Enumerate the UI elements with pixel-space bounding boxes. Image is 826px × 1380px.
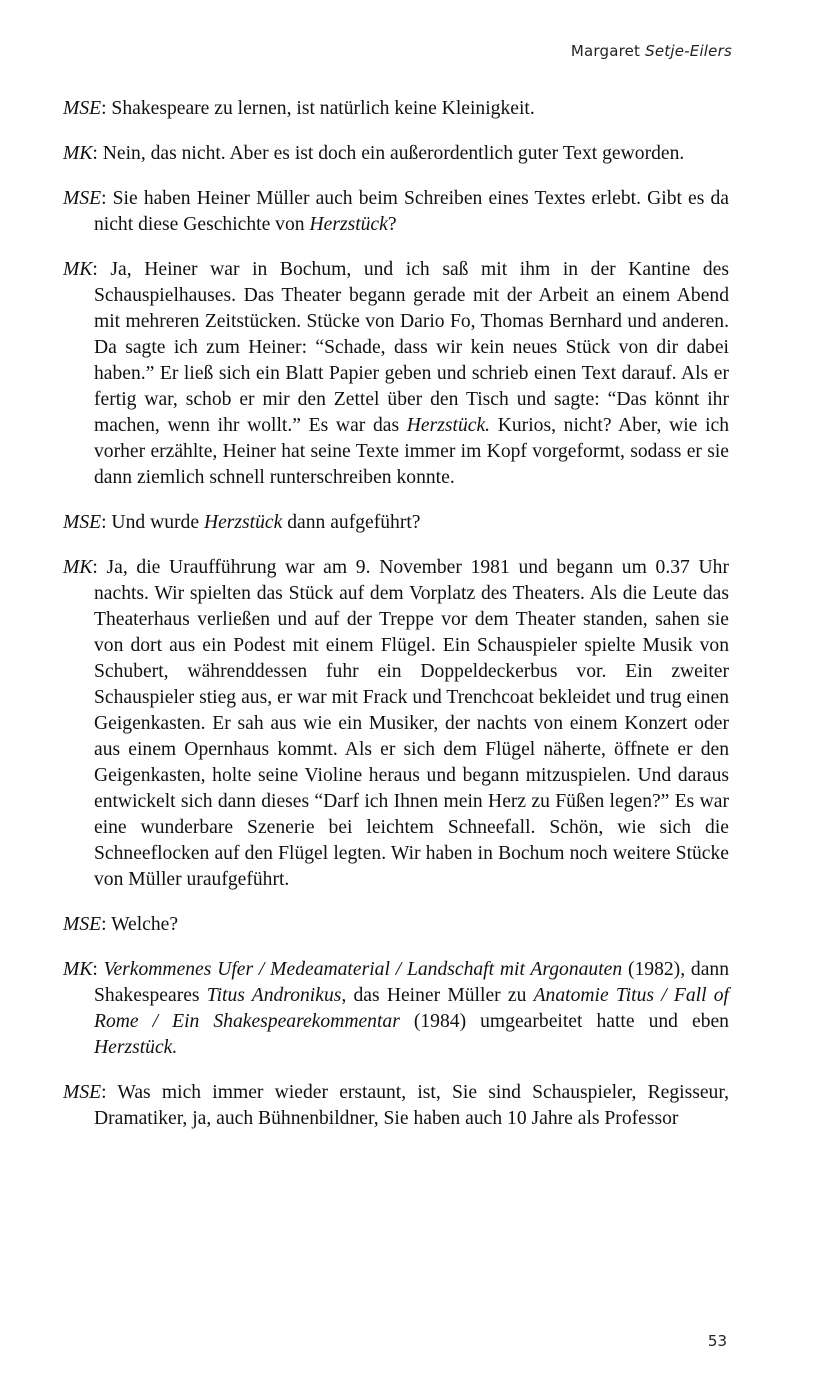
paragraph-text: : Sie haben Heiner Müller auch beim Schreiben eines Textes erlebt. Gibt es da nicht diese Geschichte von bbox=[94, 188, 729, 235]
interview-paragraph bbox=[63, 912, 729, 938]
italic-title: Herzstück. bbox=[406, 415, 491, 436]
paragraph-text: (1982), dann Shakespeares bbox=[94, 959, 730, 1006]
author-last-name: Setje-Eilers bbox=[645, 42, 732, 60]
paragraph-text: : Welche? bbox=[101, 914, 179, 935]
italic-title: Verkommenes Ufer / Medeamaterial / Landschaft mit Argonauten bbox=[103, 959, 623, 980]
speaker-label: MSE bbox=[63, 98, 102, 119]
page-number: 53 bbox=[707, 1332, 727, 1350]
italic-title: Herzstück. bbox=[94, 1037, 178, 1058]
interview-body bbox=[63, 96, 729, 1151]
author-first-name: Margaret bbox=[570, 42, 641, 60]
paragraph-text: : Ja, Heiner war in Bochum, und ich saß mit ihm in der Kantine des Schauspielhauses. Das Theater begann gerade mit der Arbeit an einem Abend mit mehreren Zeitstücken. Stücke von Dario Fo, Thomas Bernhard und anderen. Da sagte ich zum Heiner: “Schade, dass wir kein neues Stück von dir dabei haben.” Er ließ sich ein Blatt Papier geben und schrieb einen Text darauf. Als er fertig war, schob er mir den Zettel über den Tisch und sagte: “Das könnt ihr machen, wenn ihr wollt.” Es war das bbox=[92, 259, 729, 436]
paragraph-text: dann aufgeführt? bbox=[282, 512, 421, 533]
speaker-label: MK bbox=[63, 143, 93, 164]
interview-paragraph bbox=[63, 555, 729, 893]
running-header bbox=[571, 42, 732, 60]
paragraph-text: : bbox=[92, 959, 104, 980]
paragraph-text: (1984) umgearbeitet hatte und eben bbox=[399, 1011, 729, 1032]
speaker-label: MK bbox=[63, 959, 93, 980]
paragraph-text: : Und wurde bbox=[101, 512, 204, 533]
interview-paragraph bbox=[63, 186, 729, 238]
italic-title: Herzstück bbox=[203, 512, 283, 533]
interview-paragraph bbox=[63, 510, 729, 536]
interview-paragraph bbox=[63, 1080, 729, 1132]
paragraph-text: : Ja, die Uraufführung war am 9. November 1981 und begann um 0.37 Uhr nachts. Wir spielten das Stück auf dem Vorplatz des Theaters. Als die Leute das Theaterhaus verließen und auf der Treppe vor dem Theater standen, sahen sie von dort aus ein Podest mit einem Flügel. Ein Schauspieler spielte Musik von Schubert, währenddessen fuhr ein Doppeldeckerbus vor. Ein zweiter Schauspieler stieg aus, er war mit Frack und Trenchcoat bekleidet und trug einen Geigenkasten. Er sah aus wie ein Musiker, der nachts von einem Konzert oder aus einem Opernhaus kommt. Als er sich dem Flügel näherte, öffnete er den Geigenkasten, holte seine Violine heraus und begann mitzuspielen. Und daraus entwickelt sich dann dieses “Darf ich Ihnen mein Herz zu Füßen legen?” Es war eine wunderbare Szenerie bei leichtem Schneefall. Schön, wie sich die Schneeflocken auf den Flügel legten. Wir haben in Bochum noch weitere Stücke von Müller uraufgeführt. bbox=[92, 557, 729, 890]
italic-title: Titus Andronikus bbox=[206, 985, 342, 1006]
interview-paragraph bbox=[63, 957, 729, 1061]
paragraph-text: ? bbox=[387, 214, 397, 235]
speaker-label: MSE bbox=[63, 1082, 102, 1103]
italic-title: Herzstück bbox=[309, 214, 388, 235]
speaker-label: MSE bbox=[63, 512, 102, 533]
speaker-label: MK bbox=[63, 557, 93, 578]
italic-title: Anatomie Titus / Fall of Rome / Ein Shakespearekommentar bbox=[94, 985, 729, 1032]
paragraph-text: Kurios, nicht? Aber, wie ich vorher erzählte, Heiner hat seine Texte immer im Kopf vorgeformt, sodass er sie dann ziemlich schnell runterschreiben konnte. bbox=[94, 415, 730, 488]
paragraph-text: : Nein, das nicht. Aber es ist doch ein außerordentlich guter Text geworden. bbox=[92, 143, 685, 164]
interview-paragraph bbox=[63, 257, 729, 491]
speaker-label: MSE bbox=[63, 188, 102, 209]
speaker-label: MK bbox=[63, 259, 93, 280]
interview-paragraph bbox=[63, 141, 729, 167]
interview-paragraph bbox=[63, 96, 729, 122]
speaker-label: MSE bbox=[63, 914, 102, 935]
paragraph-text: , das Heiner Müller zu bbox=[341, 985, 534, 1006]
paragraph-text: : Was mich immer wieder erstaunt, ist, Sie sind Schauspieler, Regisseur, Dramatiker, ja, auch Bühnenbildner, Sie haben auch 10 Jahre als Professor bbox=[94, 1082, 729, 1129]
paragraph-text: : Shakespeare zu lernen, ist natürlich keine Kleinigkeit. bbox=[101, 98, 535, 119]
